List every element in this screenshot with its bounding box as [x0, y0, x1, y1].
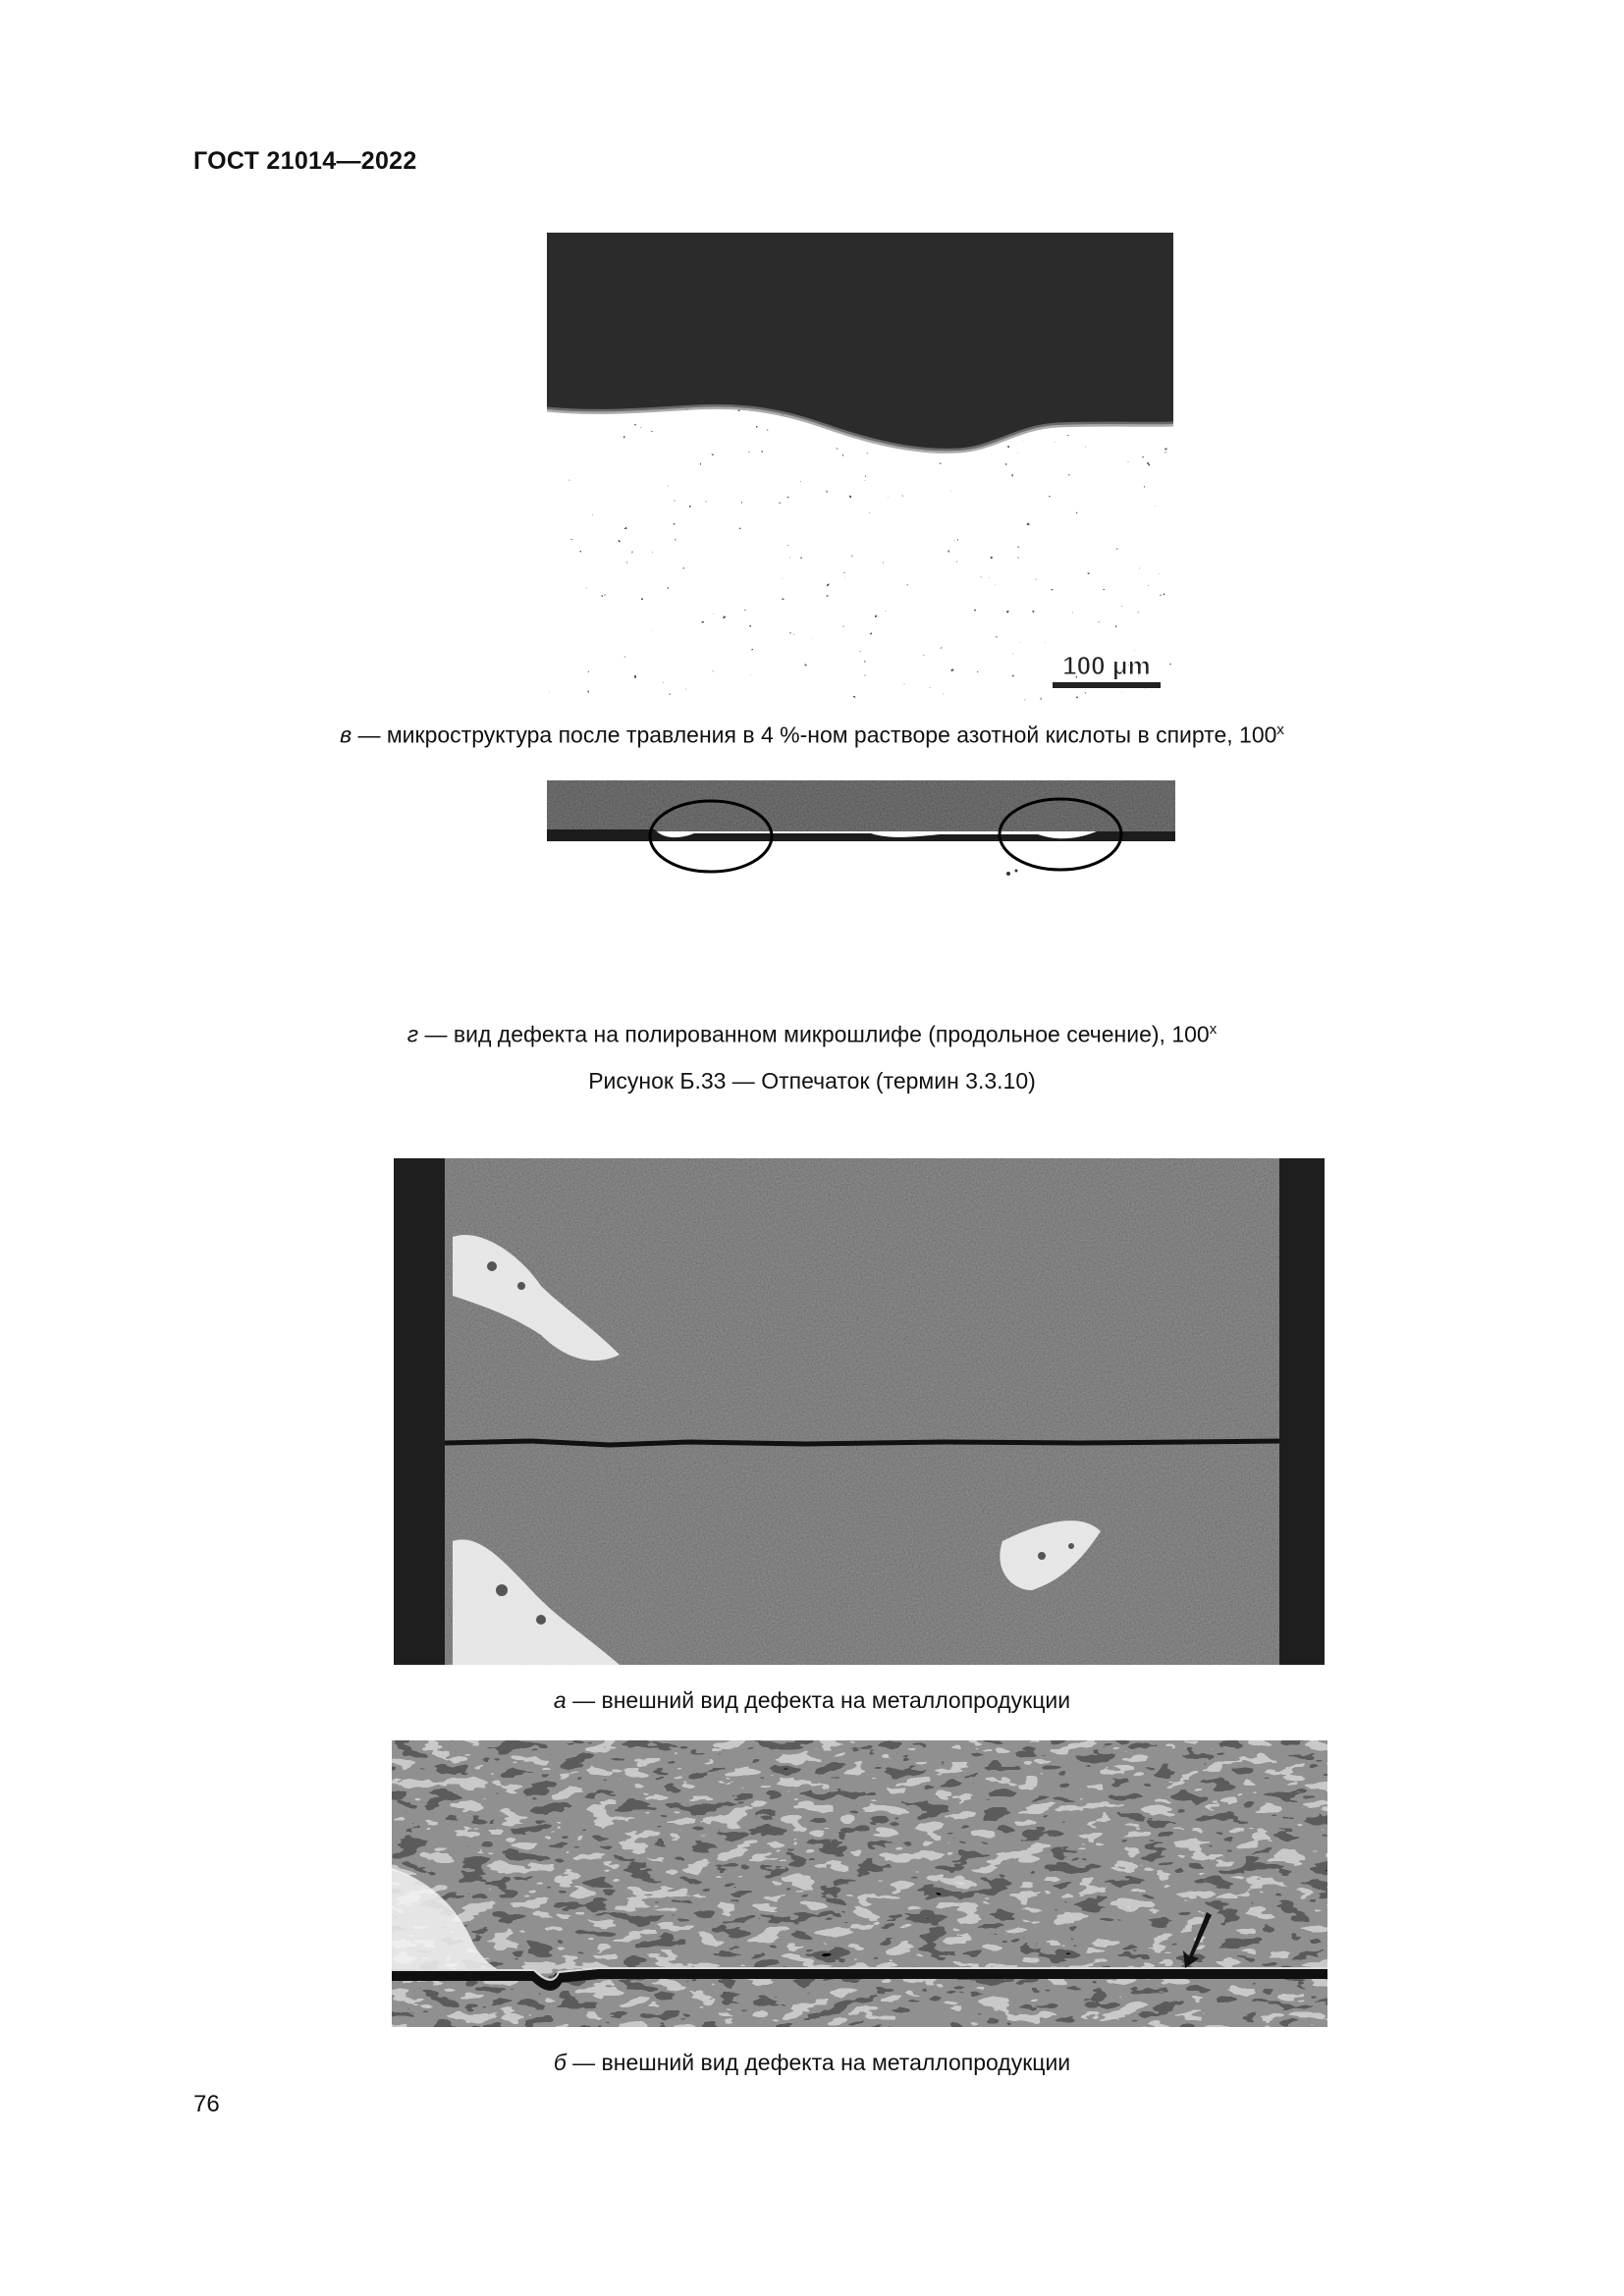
microstructure-etched-image	[547, 233, 1173, 702]
caption-text: — микроструктура после травления в 4 %-ном растворе азотной кислоты в спирте, 100	[352, 721, 1277, 748]
document-header: ГОСТ 21014—2022	[193, 147, 417, 175]
caption-part-a	[0, 1687, 1624, 1714]
caption-part-v	[0, 721, 1624, 749]
caption-part-g	[0, 1021, 1624, 1048]
defect-surface-photo-a	[394, 1158, 1325, 1665]
caption-letter: б	[553, 2050, 567, 2075]
caption-letter: в	[340, 721, 352, 748]
caption-superscript: х	[1276, 721, 1284, 738]
page-number: 76	[193, 2091, 220, 2117]
caption-letter: г	[406, 1021, 419, 1047]
caption-part-b	[0, 2050, 1624, 2076]
polished-microsection-image	[547, 780, 1175, 888]
figure-title-b33: Рисунок Б.33 — Отпечаток (термин 3.3.10)	[588, 1068, 1036, 1094]
scale-bar	[1053, 651, 1161, 688]
caption-text: — внешний вид дефекта на металлопродукции	[566, 2050, 1071, 2075]
caption-text: — внешний вид дефекта на металлопродукции	[566, 1687, 1071, 1713]
caption-letter: а	[553, 1687, 567, 1713]
caption-superscript: х	[1209, 1021, 1218, 1038]
crack-line	[445, 1441, 1279, 1445]
scale-bar-label: 100 μm	[1062, 651, 1151, 680]
caption-text: — вид дефекта на полированном микрошлифе (продольное сечение), 100	[418, 1021, 1210, 1047]
defect-surface-photo-b	[392, 1740, 1327, 2027]
